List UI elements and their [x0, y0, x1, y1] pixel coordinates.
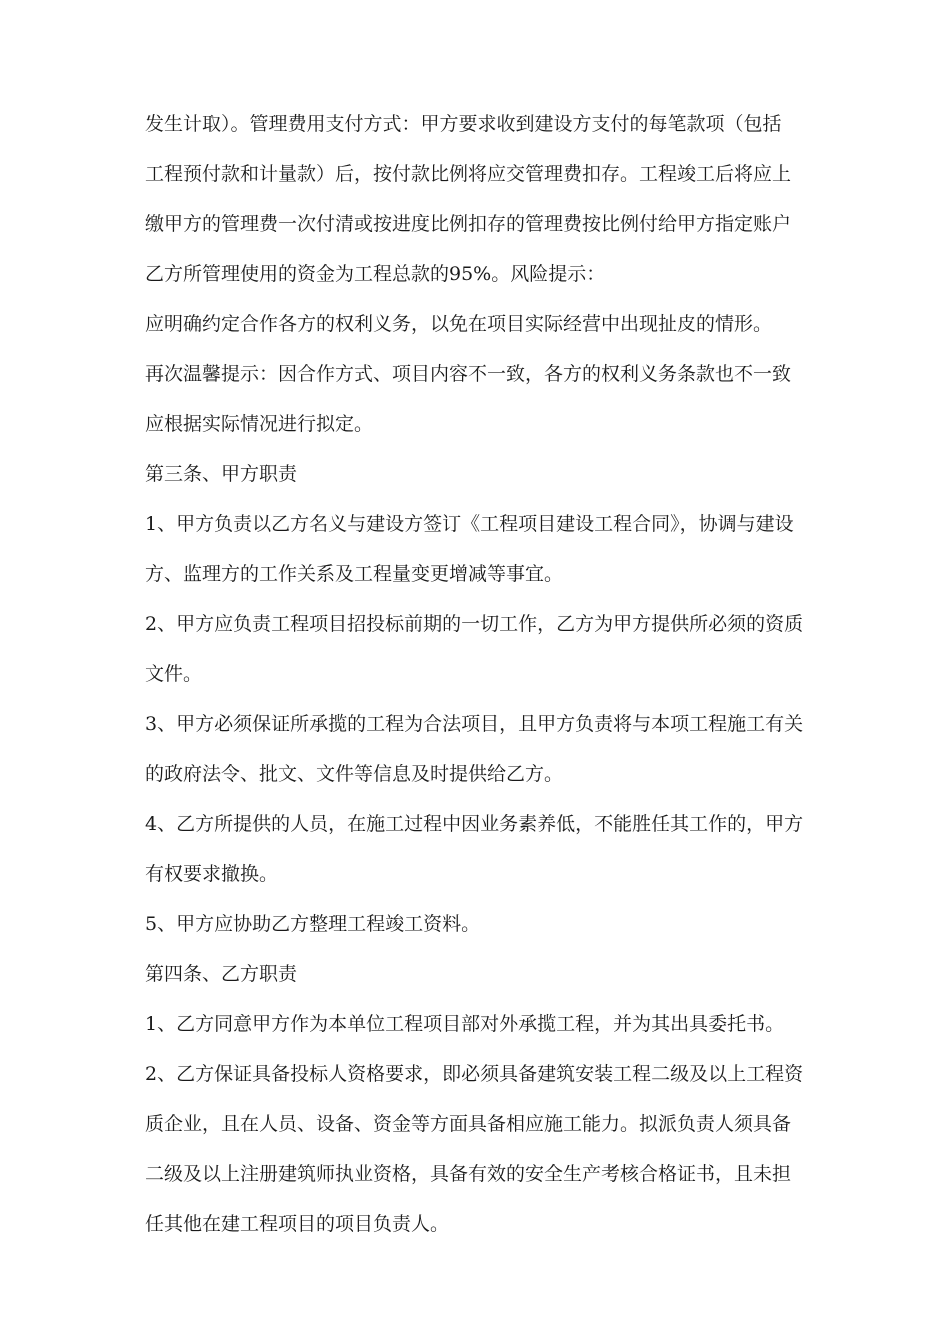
paragraph-line: 乙方所管理使用的资金为工程总款的95%。风险提示：	[145, 263, 606, 285]
paragraph-line: 质企业，且在人员、设备、资金等方面具备相应施工能力。拟派负责人须具备	[145, 1113, 792, 1135]
paragraph-line: 应根据实际情况进行拟定。	[145, 413, 374, 435]
paragraph-line: 方、监理方的工作关系及工程量变更增减等事宜。	[145, 563, 564, 585]
paragraph-line: 1、甲方负责以乙方名义与建设方签订《工程项目建设工程合同》，协调与建设	[145, 513, 794, 535]
section-heading: 第三条、甲方职责	[145, 463, 298, 485]
paragraph-line: 2、乙方保证具备投标人资格要求，即必须具备建筑安装工程二级及以上工程资	[145, 1063, 804, 1085]
paragraph-line: 再次温馨提示：因合作方式、项目内容不一致，各方的权利义务条款也不一致	[145, 363, 792, 385]
section-heading: 第四条、乙方职责	[145, 963, 298, 985]
paragraph-line: 任其他在建工程项目的项目负责人。	[145, 1213, 450, 1235]
paragraph-line: 2、甲方应负责工程项目招投标前期的一切工作，乙方为甲方提供所必须的资质	[145, 613, 804, 635]
paragraph-line: 缴甲方的管理费一次付清或按进度比例扣存的管理费按比例付给甲方指定账户	[145, 213, 792, 235]
paragraph-line: 4、乙方所提供的人员，在施工过程中因业务素养低，不能胜任其工作的，甲方	[145, 813, 804, 835]
paragraph-line: 的政府法令、批文、文件等信息及时提供给乙方。	[145, 763, 564, 785]
paragraph-line: 工程预付款和计量款）后，按付款比例将应交管理费扣存。工程竣工后将应上	[145, 163, 792, 185]
paragraph-line: 3、甲方必须保证所承揽的工程为合法项目，且甲方负责将与本项工程施工有关	[145, 713, 804, 735]
paragraph-line: 应明确约定合作各方的权利义务，以免在项目实际经营中出现扯皮的情形。	[145, 313, 773, 335]
paragraph-line: 二级及以上注册建筑师执业资格，具备有效的安全生产考核合格证书，且未担	[145, 1163, 792, 1185]
paragraph-line: 有权要求撤换。	[145, 863, 279, 885]
paragraph-line: 文件。	[145, 663, 203, 685]
paragraph-line: 发生计取）。管理费用支付方式：甲方要求收到建设方支付的每笔款项（包括	[145, 113, 782, 135]
paragraph-line: 5、甲方应协助乙方整理工程竣工资料。	[145, 913, 481, 935]
paragraph-line: 1、乙方同意甲方作为本单位工程项目部对外承揽工程，并为其出具委托书。	[145, 1013, 785, 1035]
